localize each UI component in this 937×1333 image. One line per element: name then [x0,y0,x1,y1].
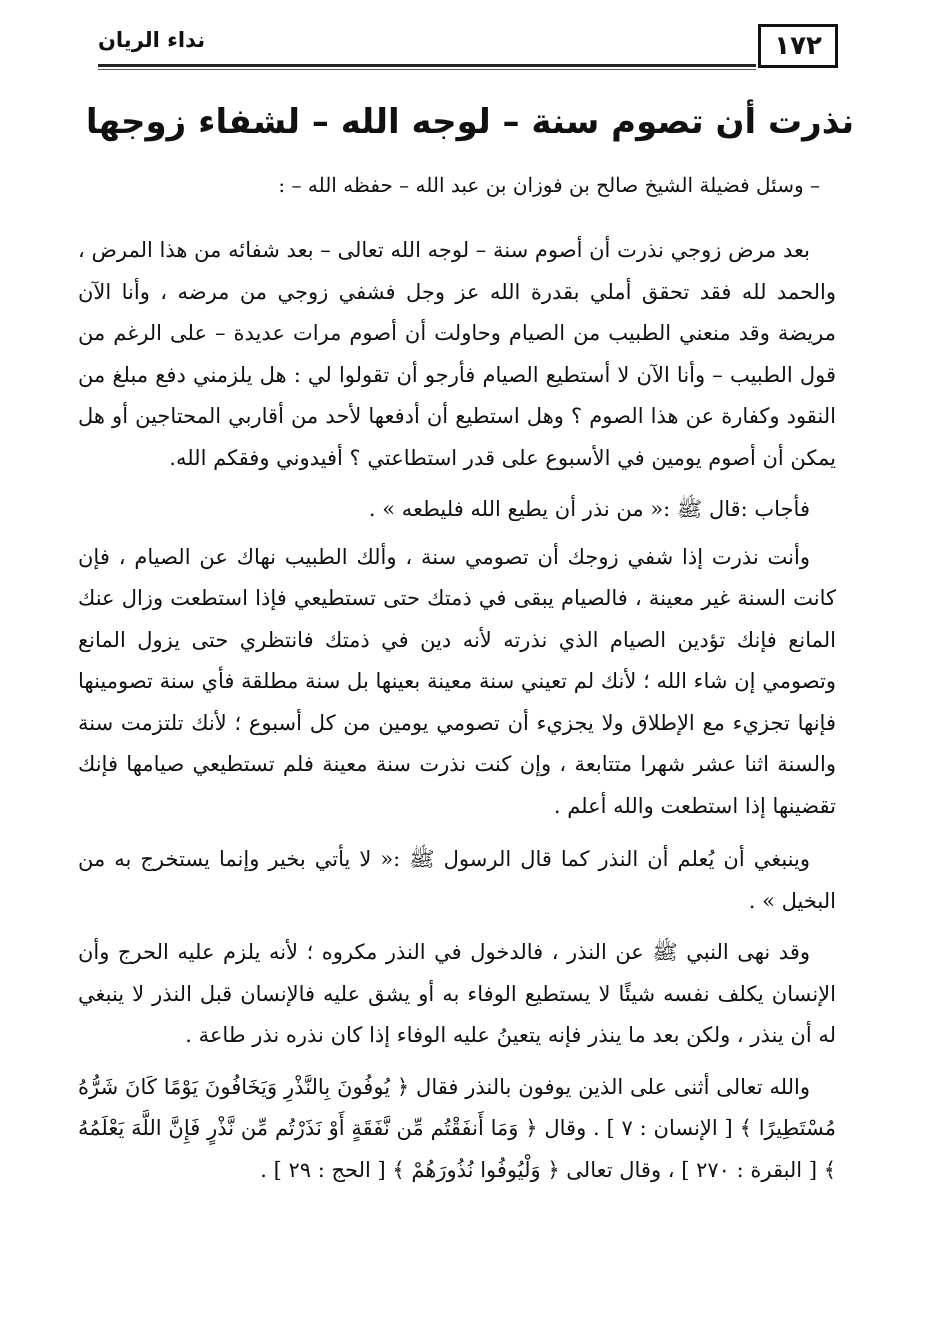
page-content [78,230,836,1201]
question-paragraph: بعد مرض زوجي نذرت أن أصوم سنة – لوجه الله تعالى – بعد شفائه من هذا المرض ، والحمد لله فقد تحقق أملي بقدرة الله عز وجل فشفي زوجي من مرضه ، وأنا الآن مريضة وقد منعني الطبيب من الصيام وحاولت أن أصوم مرات عديدة – على الرغم من قول الطبيب – وأنا الآن لا أستطيع الصيام فأرجو أن تقولوا لي : هل يلزمني دفع مبلغ من النقود وكفارة عن هذا الصوم ؟ وهل استطيع أن أدفعها لأحد من أقاربي المحتاجين أو هل يمكن أن أصوم يومين في الأسبوع على قدر استطاعتي ؟ أفيدوني وفقكم الله. [78,238,836,470]
prohibition-paragraph: وقد نهى النبي ﷺ عن النذر ، فالدخول في النذر مكروه ؛ لأنه يلزم عليه الحرج وأن الإنسان يكلف نفسه شيئًا لا يستطيع الوفاء به أو يشق عليه فالإنسان قبل النذر لا ينبغي له أن ينذر ، ولكن بعد ما ينذر فإنه يتعينُ عليه الوفاء إذا كان نذره نذر طاعة . [78,940,836,1047]
header-rule [98,64,756,67]
question-attribution: – وسئل فضيلة الشيخ صالح بن فوزان بن عبد الله – حفظه الله – : [278,173,820,197]
hadith-paragraph: وينبغي أن يُعلم أن النذر كما قال الرسول ﷺ :« لا يأتي بخير وإنما يستخرج به من البخيل » . [78,847,836,913]
fatwa-title: نذرت أن تصوم سنة – لوجه الله – لشفاء زوجها [85,102,855,142]
answer-intro: فأجاب :قال ﷺ :« من نذر أن يطيع الله فليطعه » . [368,497,810,521]
running-title: نداء الريان [98,28,206,52]
quran-verses-paragraph: والله تعالى أثنى على الذين يوفون بالنذر فقال ﴿ يُوفُونَ بِالنَّذْرِ وَيَخَافُونَ يَوْمًا كَانَ شَرُّهُ مُسْتَطِيرًا ﴾ [ الإنسان : ٧ ] . وقال ﴿ وَمَا أَنفَقْتُم مِّن نَّفَقَةٍ أَوْ نَذَرْتُم مِّن نَّذْرٍ فَإِنَّ اللَّهَ يَعْلَمُهُ ﴾ [ البقرة : ٢٧٠ ] ، وقال تعالى ﴿ وَلْيُوفُوا نُذُورَهُمْ ﴾ [ الحج : ٢٩ ] . [78,1074,836,1182]
answer-paragraph: وأنت نذرت إذا شفي زوجك أن تصومي سنة ، وألك الطبيب نهاك عن الصيام ، فإن كانت السنة غير معينة ، فالصيام يبقى في ذمتك حتى تستطيعي فإذا استطعت وزال عنك المانع فإنك تؤدين الصيام الذي نذرته لأنه دين في ذمتك فانتظري حتى يزول المانع وتصومي إن شاء الله ؛ لأنك لم تعيني سنة معينة بعينها بل سنة مطلقة فأي سنة تصومينها فإنها تجزيء مع الإطلاق ولا يجزيء أن تصومي يومين من كل أسبوع ؛ لأنك تلتزمت سنة والسنة اثنا عشر شهرا متتابعة ، وإن كنت نذرت سنة معينة فلم تستطيعي صيامها فإنك تقضينها إذا استطعت والله أعلم . [78,544,836,818]
page-number: ١٧٢ [758,24,838,68]
header-rule-thin [98,69,756,70]
page-header [98,22,838,72]
